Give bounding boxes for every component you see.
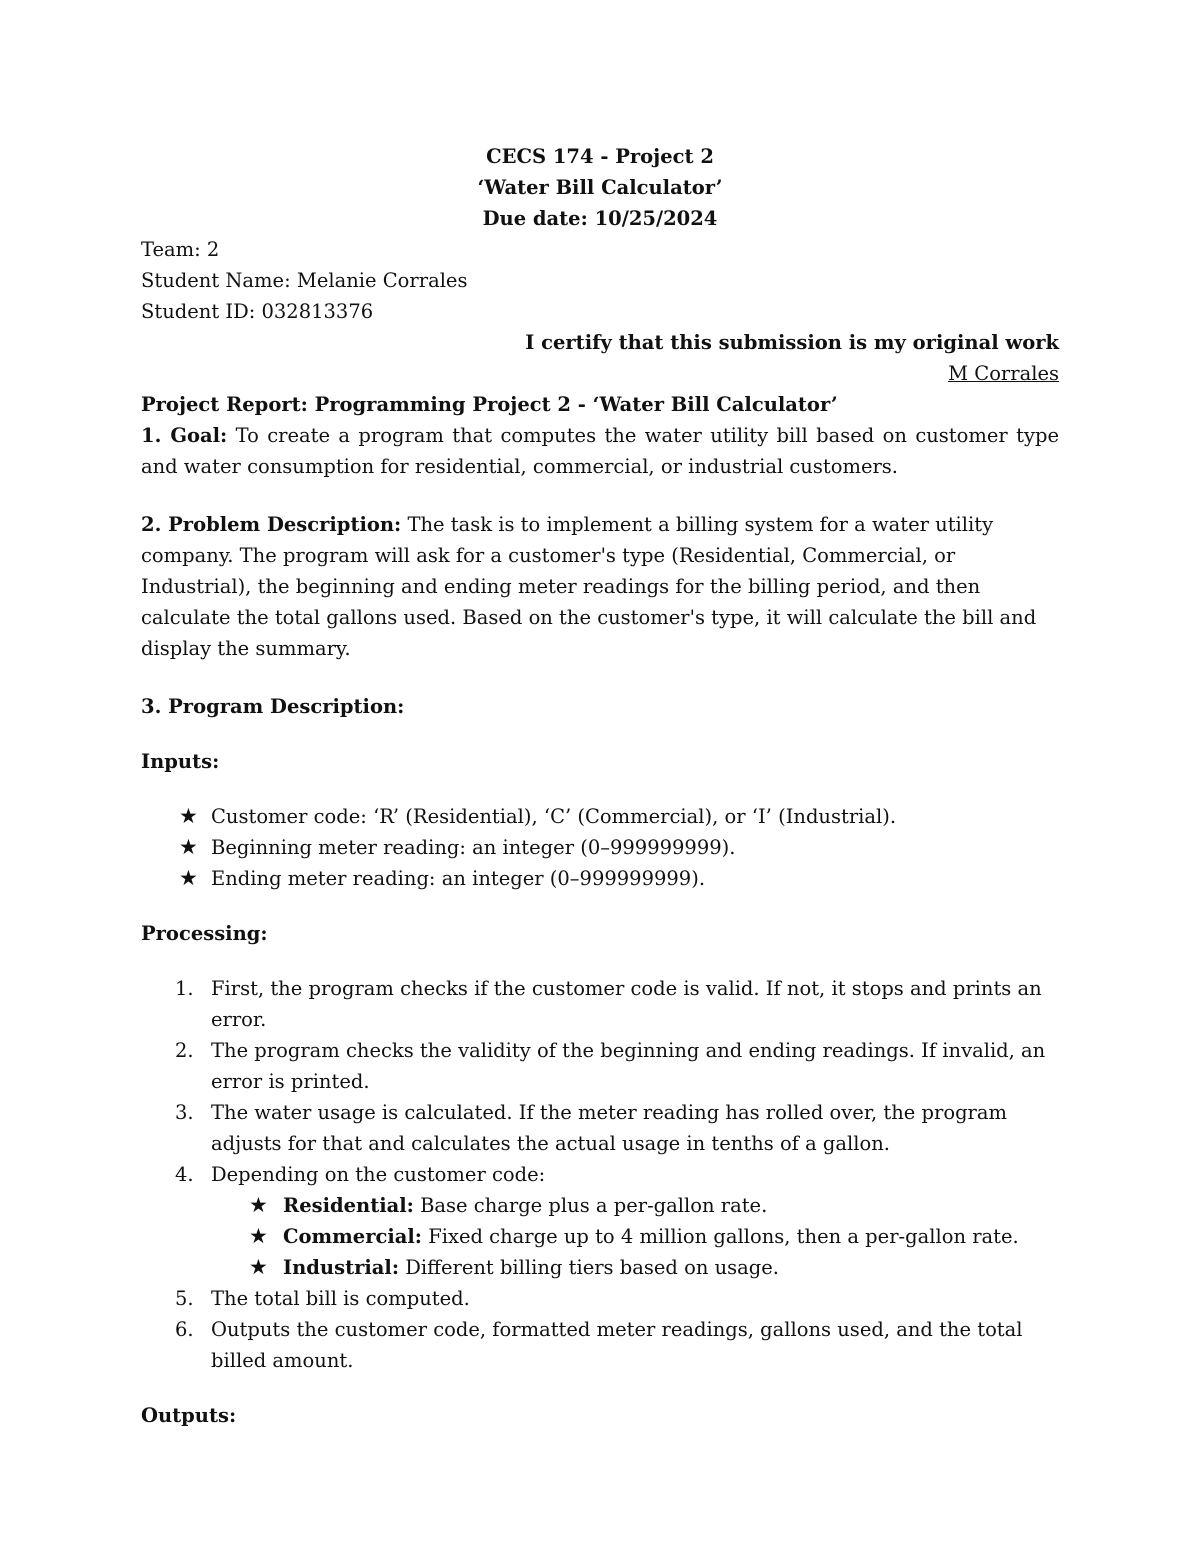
star-icon: ★ — [249, 1255, 268, 1279]
list-item: 5. The total bill is computed. — [175, 1287, 470, 1310]
signature-line — [141, 358, 1059, 389]
problem-paragraph — [141, 509, 1059, 664]
list-item: ★ Beginning meter reading: an integer (0–999999999). — [141, 832, 1059, 863]
list-item: ★ Ending meter reading: an integer (0–999999999). — [141, 863, 1059, 894]
project-title: ‘Water Bill Calculator’ — [477, 176, 723, 199]
inputs-list — [141, 801, 1059, 894]
processing-heading: Processing: — [141, 922, 268, 945]
due-date: Due date: 10/25/2024 — [482, 207, 718, 230]
team-line: Team: 2 — [141, 238, 220, 261]
list-item: 2. The program checks the validity of the beginning and ending readings. If invalid, an error is printed. — [175, 1039, 1046, 1093]
processing-list — [141, 973, 1059, 1376]
star-icon: ★ — [179, 835, 198, 859]
star-icon: ★ — [179, 804, 198, 828]
list-item: ★ Customer code: ‘R’ (Residential), ‘C’ (Commercial), or ‘I’ (Industrial). — [141, 801, 1059, 832]
goal-text: To create a program that computes the water utility bill based on customer type and water consumption for residential, commercial, or industrial customers. — [141, 424, 1059, 478]
student-id: Student ID: 032813376 — [141, 300, 374, 323]
signature: M Corrales — [948, 362, 1059, 385]
list-item: 4. Depending on the customer code: — [175, 1163, 546, 1186]
star-icon: ★ — [179, 866, 198, 890]
goal-label: 1. Goal: — [141, 424, 228, 447]
course-title: CECS 174 - Project 2 — [486, 145, 714, 168]
outputs-heading: Outputs: — [141, 1404, 237, 1427]
sub-list-item: ★ Commercial: Fixed charge up to 4 million gallons, then a per-gallon rate. — [141, 1221, 1059, 1252]
sub-list-item: ★ Residential: Base charge plus a per-gallon rate. — [141, 1190, 1059, 1221]
list-item: 3. The water usage is calculated. If the meter reading has rolled over, the program adjusts for that and calculates the actual usage in tenths of a gallon. — [175, 1101, 1007, 1155]
document-page — [141, 141, 1059, 1431]
certification-statement: I certify that this submission is my original work — [525, 331, 1059, 354]
problem-text: The task is to implement a billing system for a water utility company. The program will ask for a customer's type (Residential, Commercial, or Industrial), the beginning and ending meter readings for the billing period, and then calculate the total gallons used. Based on the customer's type, it will calculate the bill and display the summary. — [141, 513, 1037, 660]
list-item: 6. Outputs the customer code, formatted meter readings, gallons used, and the total billed amount. — [175, 1318, 1023, 1372]
inputs-heading: Inputs: — [141, 750, 220, 773]
student-name: Student Name: Melanie Corrales — [141, 269, 468, 292]
problem-label: 2. Problem Description: — [141, 513, 402, 536]
goal-paragraph — [141, 420, 1059, 482]
sub-list-item: ★ Industrial: Different billing tiers based on usage. — [141, 1252, 1059, 1283]
list-item: 1. First, the program checks if the customer code is valid. If not, it stops and prints an error. — [175, 977, 1042, 1031]
star-icon: ★ — [249, 1224, 268, 1248]
star-icon: ★ — [249, 1193, 268, 1217]
program-description-heading: 3. Program Description: — [141, 695, 405, 718]
report-title: Project Report: Programming Project 2 - ‘Water Bill Calculator’ — [141, 393, 838, 416]
